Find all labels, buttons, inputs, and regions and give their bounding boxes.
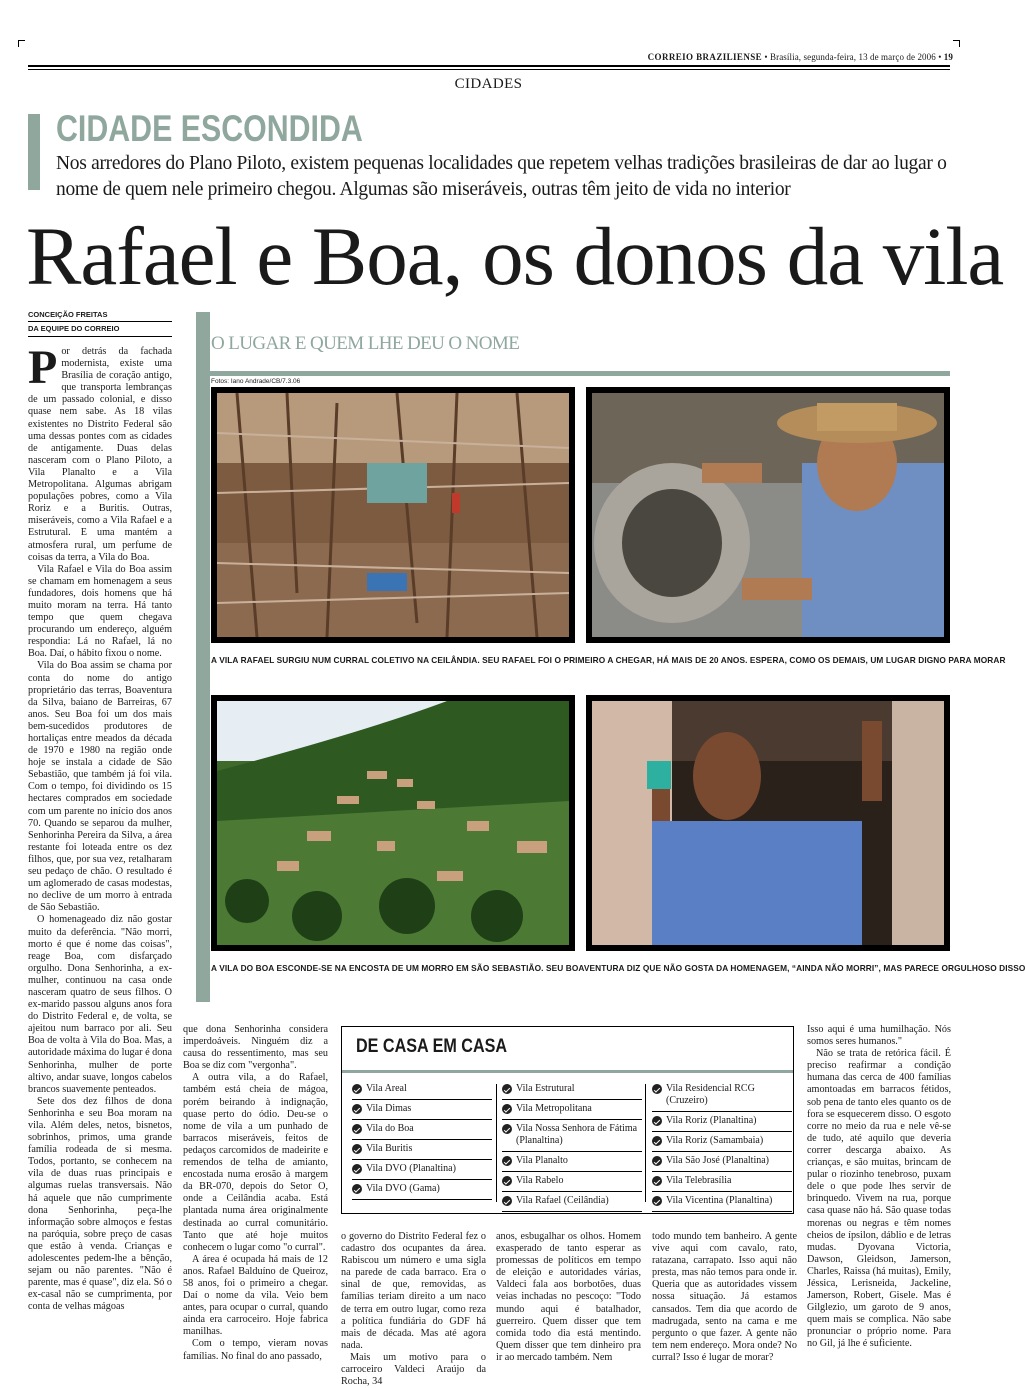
list-item: Vila Telebrasília — [652, 1172, 792, 1192]
paragraph: Não se trata de retórica fácil. É preciso reafirmar a condição humana das cerca de 400 famílias amontoadas em barracos fétidos, sob pena de tanto eles quanto os de fora se esquecerem disso. O esgoto corre no meio da rua e nele vê-se de tudo, até aquilo que deveria correr descarga abaixo. As crianças, e são muitas, brincam de pular o riozinho tenebroso, puxam dele o que pode lhes servir de brinquedo. Vivem na rua, porque casa quase não há. São quase todas morenas ou negras e têm nomes cheios de ípsilon, dáblio e de letras mudas. Dyovana Victoria, Dawson, Gleidson, Jamerson, Charles, Raissa (há muitas), Emily, Jéssica, Lerisneida, Jackeline, Jamerson, Robert, Gisele. Mas é Gilglezio, um garoto de 9 anos, quem mais se complica. Não sabe pronunciar o próprio nome. Para no Gil, já lhe é suficiente. — [807, 1048, 951, 1350]
box-list-1 — [352, 1080, 492, 1200]
list-item: Vila Metropolitana — [502, 1100, 642, 1120]
box-divider — [645, 1084, 646, 1202]
kicker: CIDADE ESCONDIDA — [56, 108, 363, 149]
list-item: Vila Residencial RCG (Cruzeiro) — [652, 1080, 792, 1112]
paragraph: A área é ocupada há mais de 12 anos. Rafael Balduíno de Queiroz, 58 anos, foi o primeiro a chegar. Daí o nome da vila. Veio bem antes, para ocupar o curral, quando ainda era carroceiro. Hoje fabrica manilhas. — [183, 1253, 328, 1338]
paragraph: Vila do Boa assim se chama por conta do nome do antigo proprietário das terras, Boaventura da Silva, baiano de Barreiras, 67 anos. Seu Boa foi um dos mais bem-sucedidos produtores de hortaliças entre meados da década de 1970 e 1980 na região onde hoje se instala a cidade de São Sebastião, que também já foi vila. Com o tempo, foi dividindo os 15 hectares comprados em sociedade com um parente no início dos anos 70. Quando se separou da mulher, Senhorinha Pereira da Silva, a área restante foi loteada entre os dez filhos, que, por sua vez, retalharam seu pedaço de chão. O resultado é um aglomerado de casas modestas, no declive de um morro à entrada de São Sebastião. — [28, 660, 172, 914]
photo-seu-boa — [586, 695, 950, 951]
list-item: Vila DVO (Gama) — [352, 1180, 492, 1200]
check-icon — [352, 1164, 362, 1174]
article-column-6 — [807, 1024, 951, 1370]
crop-mark-right — [953, 40, 960, 47]
list-item: Vila Estrutural — [502, 1080, 642, 1100]
paragraph: Mais um motivo para o carroceiro Valdeci Araújo da Rocha, 34 — [341, 1351, 486, 1388]
check-icon — [502, 1176, 512, 1186]
gallery-rule — [210, 371, 950, 376]
paper-name: CORREIO BRAZILIENSE — [647, 52, 763, 62]
photo-vila-rafael — [211, 387, 575, 643]
check-icon — [652, 1116, 662, 1126]
list-item: Vila Nossa Senhora de Fátima (Planaltina) — [502, 1120, 642, 1152]
crop-mark-left — [18, 40, 25, 47]
list-item: Vila Areal — [352, 1080, 492, 1100]
paragraph: Isso aqui é uma humilhação. Nós somos seres humanos." — [807, 1024, 951, 1048]
byline-team: DA EQUIPE DO CORREIO — [28, 324, 172, 337]
box-rule — [342, 1070, 793, 1073]
photo-seu-boa-image — [592, 701, 944, 945]
check-icon — [352, 1144, 362, 1154]
paragraph: Sete dos dez filhos de dona Senhorinha e seu Boa moram na vila. Além deles, netos, bisnetos, sobrinhos, primos, uma grande família rodeada de si mesma. Todos, portanto, se conhecem na vila de duas ruas principais e algumas ruelas transversais. Não há aquele que não cumprimente dona Senhorinha, peça-lhe informação sobre almoços e festas na paróquia, sobre preço de casas que estão à venda. Crianças e adolescentes pedem-lhe a bênção, sejam ou não parentes. "Não é parente, mas é quase", diz ela. Só o ex-casal não se cumprimenta, por conta de velhas mágoas — [28, 1095, 172, 1313]
list-item: Vila Buritis — [352, 1140, 492, 1160]
photo-seu-rafael — [586, 387, 950, 643]
list-item: Vila Roriz (Samambaia) — [652, 1132, 792, 1152]
caption-top: A VILA RAFAEL SURGIU NUM CURRAL COLETIVO NA CEILÂNDIA. SEU RAFAEL FOI O PRIMEIRO A CHEGAR, HÁ MAIS DE 20 ANOS. ESPERA, COMO OS DEMAIS, UM LUGAR DIGNO PARA MORAR — [211, 655, 1006, 665]
list-item: Vila DVO (Planaltina) — [352, 1160, 492, 1180]
photo-vila-do-boa-image — [217, 701, 569, 945]
page-number: 19 — [943, 52, 953, 62]
check-icon — [652, 1156, 662, 1166]
photo-vila-do-boa — [211, 695, 575, 951]
box-title: DE CASA EM CASA — [356, 1036, 508, 1057]
headline: Rafael e Boa, os donos da vila — [26, 210, 1004, 302]
dropcap: P — [28, 341, 58, 394]
list-item: Vila Vicentina (Planaltina) — [652, 1192, 792, 1212]
caption-bottom: A VILA DO BOA ESCONDE-SE NA ENCOSTA DE UM MORRO EM SÃO SEBASTIÃO. SEU BOAVENTURA DIZ QUE NÃO GOSTA DA HOMENAGEM, “AINDA NÃO MORRI”, MAS PARECE ORGULHOSO DISSO — [211, 963, 1025, 973]
subtitle: Nos arredores do Plano Piloto, existem pequenas localidades que repetem velhas tradições brasileiras de dar ao lugar o nome de quem nele primeiro chegou. Algumas são miseráveis, outras têm jeito de vida no interior — [56, 153, 947, 200]
paragraph: A outra vila, a do Rafael, também está cheia de mágoa, porém beirando à indignação, quase perto do ódio. Deu-se o nome de vila a um punhado de barracos miseráveis, feitos de pedaços carcomidos de madeirite e remendos de telha de amianto, encostada numa erosão à margem da BR-070, depois do Setor O, onde a Ceilândia acaba. Está plantada numa área originalmente destinada ao curral comunitário. Tanto que até hoje muitos conhecem o lugar como "o curral". — [183, 1072, 328, 1253]
list-item: Vila Roriz (Planaltina) — [652, 1112, 792, 1132]
top-rule — [28, 65, 950, 67]
paragraph: anos, esbugalhar os olhos. Homem exasperado de tanto esperar as promessas de políticos em tempo de eleição e autoridades várias, Valdeci fala aos borbotões, duas veias inchadas no pescoço: "Todo mundo aqui é batalhador, guerreiro. Quem disser que tem comida todo dia está mentindo. Quem disser que tem dinheiro pra ir ao mercado também. Nem — [496, 1231, 641, 1363]
list-item: Vila Planalto — [502, 1152, 642, 1172]
article-column-5 — [652, 1231, 797, 1371]
box-list-3 — [652, 1080, 792, 1212]
paragraph: Com o tempo, vieram novas famílias. No final do ano passado, — [183, 1338, 328, 1362]
check-icon — [352, 1084, 362, 1094]
list-item: Vila do Boa — [352, 1120, 492, 1140]
section-label: CIDADES — [454, 76, 523, 92]
list-item: Vila Rafael (Ceilândia) — [502, 1192, 642, 1212]
box-divider — [496, 1084, 497, 1202]
byline-author: CONCEIÇÃO FREITAS — [28, 310, 172, 322]
dateline: • Brasília, segunda-feira, 13 de março de 2006 • — [762, 52, 944, 62]
photo-seu-rafael-image — [592, 393, 944, 637]
masthead — [648, 52, 953, 62]
gallery-title: O LUGAR E QUEM LHE DEU O NOME — [211, 333, 520, 354]
list-item: Vila Rabelo — [502, 1172, 642, 1192]
gallery-frame-bar — [196, 312, 210, 1002]
article-column-1 — [28, 341, 172, 1370]
check-icon — [652, 1136, 662, 1146]
article-column-4 — [496, 1231, 641, 1371]
check-icon — [652, 1176, 662, 1186]
top-rule-thin — [28, 69, 950, 70]
list-item: Vila São José (Planaltina) — [652, 1152, 792, 1172]
box-list-2 — [502, 1080, 642, 1212]
check-icon — [502, 1104, 512, 1114]
photo-vila-rafael-image — [217, 393, 569, 637]
check-icon — [502, 1196, 512, 1206]
list-item: Vila Dimas — [352, 1100, 492, 1120]
paragraph: O homenageado diz não gostar muito da deferência. "Não morri, morto é que é nome das coisas", reage Boa, com disfarçado orgulho. Dona Senhorinha, a ex-mulher, continuou na casa onde nasceram quatro de seus filhos. O ex-marido passou alguns anos fora do Distrito Federal e, de volta, se ajeitou num barraco por ali. Seu Boa de volta à Vila do Boa. Mas, a autoridade máxima do lugar é dona Senhorinha, mulher de porte altivo, andar suave, longos cabelos brancos suavemente penteados. — [28, 914, 172, 1095]
photo-credit: Fotos: Iano Andrade/CB/7.3.06 — [211, 378, 301, 385]
paragraph: que dona Senhorinha considera imperdoáveis. Ninguém diz a causa do ressentimento, mas seu Boa se diz com "vergonha". — [183, 1024, 328, 1072]
check-icon — [652, 1196, 662, 1206]
check-icon — [352, 1184, 362, 1194]
article-column-2 — [183, 1024, 328, 1370]
check-icon — [352, 1124, 362, 1134]
paragraph: todo mundo tem banheiro. A gente vive aqui com cavalo, rato, ratazana, carrapato. Isso aqui não presta, mas não temos para onde ir. Queria que as autoridades vissem nossa situação. Já estamos cansados. Tem dia que acordo de madrugada, sento na cama e me pergunto o que fazer. A gente não tem nem endereço. Mora onde? No curral? Isso é lugar de morar? — [652, 1231, 797, 1363]
paragraph: or detrás da fachada modernista, existe uma Brasília de coração antigo, que transporta lembranças de um passado colonial, e disso quase nem sabe. As 18 vilas existentes no Distrito Federal são uma dessas pontes com as cidades de antigamente. Duas delas nasceram com o Plano Piloto, a Vila Planalto e a Vila Metropolitana. Algumas abrigam populações pobres, como a Vila Roriz e a Buritis. Outras, miseráveis, como a Vila Rafael e a Estrutural. E uma mantém a atmosfera rural, um perfume de coisas da terra, a Vila do Boa. — [28, 346, 172, 563]
paragraph: Vila Rafael e Vila do Boa assim se chamam em homenagem a seus fundadores, dois homens que há muito moram na terra. Há tanto tempo que quem chegava procurando um endereço, alguém respondia: Lá no Rafael, lá no Boa. Daí, o hábito fixou o nome. — [28, 563, 172, 660]
kicker-bar — [28, 114, 40, 190]
check-icon — [502, 1084, 512, 1094]
check-icon — [502, 1156, 512, 1166]
check-icon — [502, 1124, 512, 1134]
check-icon — [352, 1104, 362, 1114]
paragraph: o governo do Distrito Federal fez o cadastro dos ocupantes da área. Rabiscou um número e uma sigla na parede de cada barraco. Era o sinal de que, removidas, as famílias teriam direito a um naco de terra em outro lugar, como reza a política fundiária do GDF há mais de década. Mas até agora nada. — [341, 1231, 486, 1351]
byline — [28, 310, 172, 337]
article-column-3 — [341, 1231, 486, 1388]
check-icon — [652, 1084, 662, 1094]
